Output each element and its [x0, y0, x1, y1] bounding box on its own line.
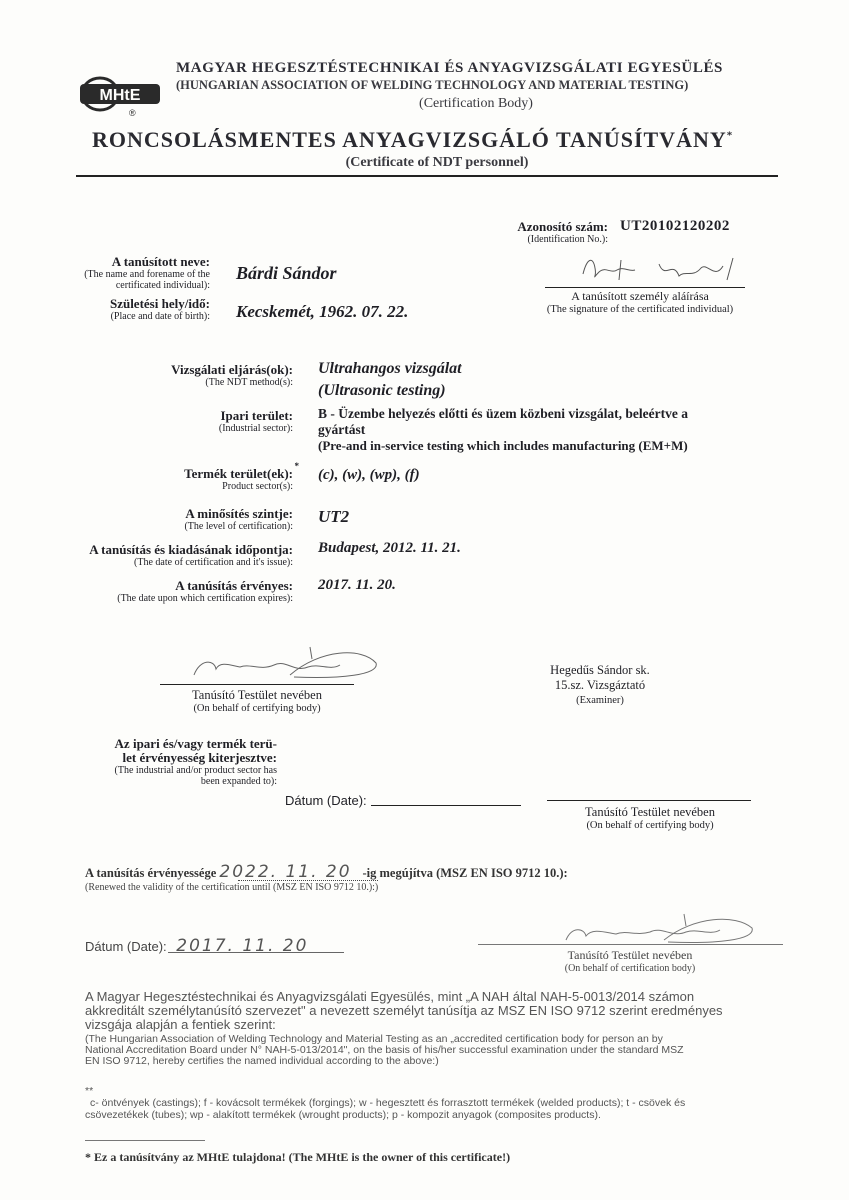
examiner-name: Hegedűs Sándor sk. [550, 663, 650, 677]
identification-label: Azonosító szám: [517, 219, 608, 234]
statement-en-line-3: EN ISO 9712, hereby certifies the named individual according to the above:) [85, 1055, 439, 1067]
statement-line-2: akkreditált személytanúsító szervezet" a nevezett személyt tanúsítja az MSZ EN ISO 9712 szerint eredményes [85, 1003, 723, 1018]
extension-date-label: Dátum (Date): [285, 793, 367, 808]
statement-en-line-2: National Accreditation Board under N° NAH-5-013/2014", on the basis of his/her successful examination under the standard MSZ [85, 1044, 684, 1056]
sector-value [318, 406, 778, 454]
extension-signature-line [547, 800, 751, 801]
org-name-hu: MAGYAR HEGESZTÉSTECHNIKAI ÉS ANYAGVIZSGÁLATI EGYESÜLÉS [176, 60, 723, 76]
extension-label-block [52, 737, 277, 787]
renewal-signature [560, 910, 760, 946]
method-label-block [80, 363, 293, 388]
product-label-en: Product sector(s): [222, 481, 293, 492]
product-label-block [80, 461, 299, 492]
issue-label-block [40, 543, 293, 568]
expiry-value: 2017. 11. 20. [318, 577, 396, 593]
method-value-1: Ultrahangos vizsgálat [318, 360, 462, 377]
body-signature [190, 645, 380, 683]
sector-value-2: gyártást [318, 422, 366, 437]
method-label-en: (The NDT method(s): [205, 377, 293, 388]
accreditation-statement [85, 990, 785, 1032]
expiry-label: A tanúsítás érvényes: [175, 578, 293, 593]
note-line-1: c- öntvények (castings); f - kovácsolt termékek (forgings); w - hegesztett és forrasztott termékek (welded products); t - csövek és [90, 1097, 686, 1109]
renewal-label: A tanúsítás érvényessége [85, 866, 217, 880]
renewal-date-line [238, 880, 378, 881]
sector-value-1: B - Üzembe helyezés előtti és üzem közbeni vizsgálat, beleértve a [318, 406, 689, 421]
renewal-handwritten-date: 2022. 11. 20 [219, 862, 352, 882]
svg-text:MHtE: MHtE [99, 87, 141, 104]
renewal-issue-line [168, 952, 344, 953]
renewal-handwritten-issue: 2017. 11. 20 [176, 936, 309, 956]
method-value-2: (Ultrasonic testing) [318, 382, 446, 399]
extension-label-2: let érvényesség kiterjesztve: [122, 750, 277, 765]
renewal-label-en: (Renewed the validity of the certification until (MSZ EN ISO 9712 10.):) [85, 882, 379, 893]
renewal-date-label: Dátum (Date): [85, 939, 167, 954]
product-note [85, 1085, 785, 1121]
birth-place-date: Kecskemét, 1962. 07. 22. [236, 302, 409, 321]
renewal-signature-line [478, 944, 783, 945]
person-signature [555, 250, 755, 288]
svg-text:®: ® [129, 108, 136, 118]
org-name-en: (HUNGARIAN ASSOCIATION OF WELDING TECHNOLOGY AND MATERIAL TESTING) [176, 78, 689, 92]
level-label: A minősítés szintje: [185, 506, 293, 521]
examiner-label-en: (Examiner) [576, 695, 624, 706]
product-label: Termék terület(ek): [184, 466, 293, 481]
certificate-subtitle: (Certificate of NDT personnel) [345, 155, 529, 170]
extension-date-line [371, 805, 521, 806]
footer-divider [85, 1140, 205, 1141]
renewal-line [85, 862, 785, 882]
body-signature-label [135, 688, 379, 714]
statement-line-1: A Magyar Hegesztéstechnikai és Anyagvizsgálati Egyesülés, mint „A NAH által NAH-5-0013/2014 számon [85, 989, 695, 1004]
birth-label-en: (Place and date of birth): [110, 311, 210, 322]
ownership-note: * Ez a tanúsítvány az MHtE tulajdona! (The MHtE is the owner of this certificate!) [85, 1150, 511, 1164]
body-signature-line [160, 684, 354, 685]
extension-label-1: Az ipari és/vagy termék terü- [114, 736, 277, 751]
expiry-label-block [40, 579, 293, 604]
statement-en-line-1: (The Hungarian Association of Welding Technology and Material Testing as an „accredited certification body for person an by [85, 1033, 663, 1045]
person-signature-line [545, 287, 745, 288]
body-signature-label-en: (On behalf of certifying body) [193, 703, 321, 714]
name-label-block [60, 255, 210, 291]
body-signature-label-hu: Tanúsító Testület nevében [192, 688, 322, 702]
person-signature-label [520, 289, 760, 315]
renewal-suffix: -ig megújítva (MSZ EN ISO 9712 10.): [362, 866, 568, 880]
identification-number: UT20102120202 [620, 218, 730, 234]
statement-line-3: vizsgája alapján a fentiek szerint: [85, 1017, 276, 1032]
certification-body-label: (Certification Body) [419, 96, 533, 111]
name-label: A tanúsított neve: [111, 254, 210, 269]
issue-label-en: (The date of certification and it's issue): [134, 557, 293, 568]
accreditation-statement-en [85, 1034, 785, 1067]
person-signature-label-hu: A tanúsított személy aláírása [571, 289, 709, 303]
header-divider [76, 175, 778, 177]
note-mark: ** [85, 1085, 94, 1097]
product-asterisk: * [294, 461, 299, 471]
issue-value: Budapest, 2012. 11. 21. [318, 540, 461, 556]
birth-label: Születési hely/idő: [109, 296, 210, 311]
person-signature-label-en: (The signature of the certificated individual) [546, 304, 734, 315]
extension-label-en: (The industrial and/or product sector has been expanded to): [114, 765, 277, 787]
renewal-signature-label-hu: Tanúsító Testület nevében [567, 948, 693, 962]
note-line-2: csövezetékek (tubes); wp - alakított termékek (wrought products); p - kompozit anyagok (composites products). [85, 1109, 601, 1121]
logo [74, 68, 166, 118]
certified-name: Bárdi Sándor [236, 263, 337, 283]
expiry-label-en: (The date upon which certification expires): [117, 593, 293, 604]
birth-label-block [60, 297, 210, 322]
level-label-en: (The level of certification): [184, 521, 293, 532]
renewal-date-row [85, 936, 365, 956]
product-value: (c), (w), (wp), (f) [318, 467, 420, 483]
level-value: UT2 [318, 507, 350, 526]
renewal-signature-label [510, 948, 750, 974]
title-text: RONCSOLÁSMENTES ANYAGVIZSGÁLÓ TANÚSÍTVÁNY [92, 127, 727, 152]
issue-label: A tanúsítás és kiadásának időpontja: [89, 542, 293, 557]
name-label-en: (The name and forename of the certificated individual): [84, 269, 210, 291]
extension-signature-label-hu: Tanúsító Testület nevében [585, 805, 715, 819]
extension-signature-label [530, 805, 770, 831]
title-asterisk: * [726, 129, 734, 142]
sector-label-block [80, 409, 293, 434]
examiner-block [500, 663, 700, 708]
examiner-title: 15.sz. Vizsgáztató [554, 678, 646, 692]
extension-signature-label-en: (On behalf of certifying body) [586, 820, 714, 831]
certificate-title [92, 127, 782, 153]
method-label: Vizsgálati eljárás(ok): [171, 362, 293, 377]
sector-label-en: (Industrial sector): [218, 423, 293, 434]
level-label-block [80, 507, 293, 532]
renewal-signature-label-en: (On behalf of certification body) [564, 963, 696, 974]
sector-value-3: (Pre-and in-service testing which includes manufacturing (EM+M) [318, 438, 688, 453]
sector-label: Ipari terület: [220, 408, 293, 423]
identification-label-en: (Identification No.): [527, 234, 608, 245]
